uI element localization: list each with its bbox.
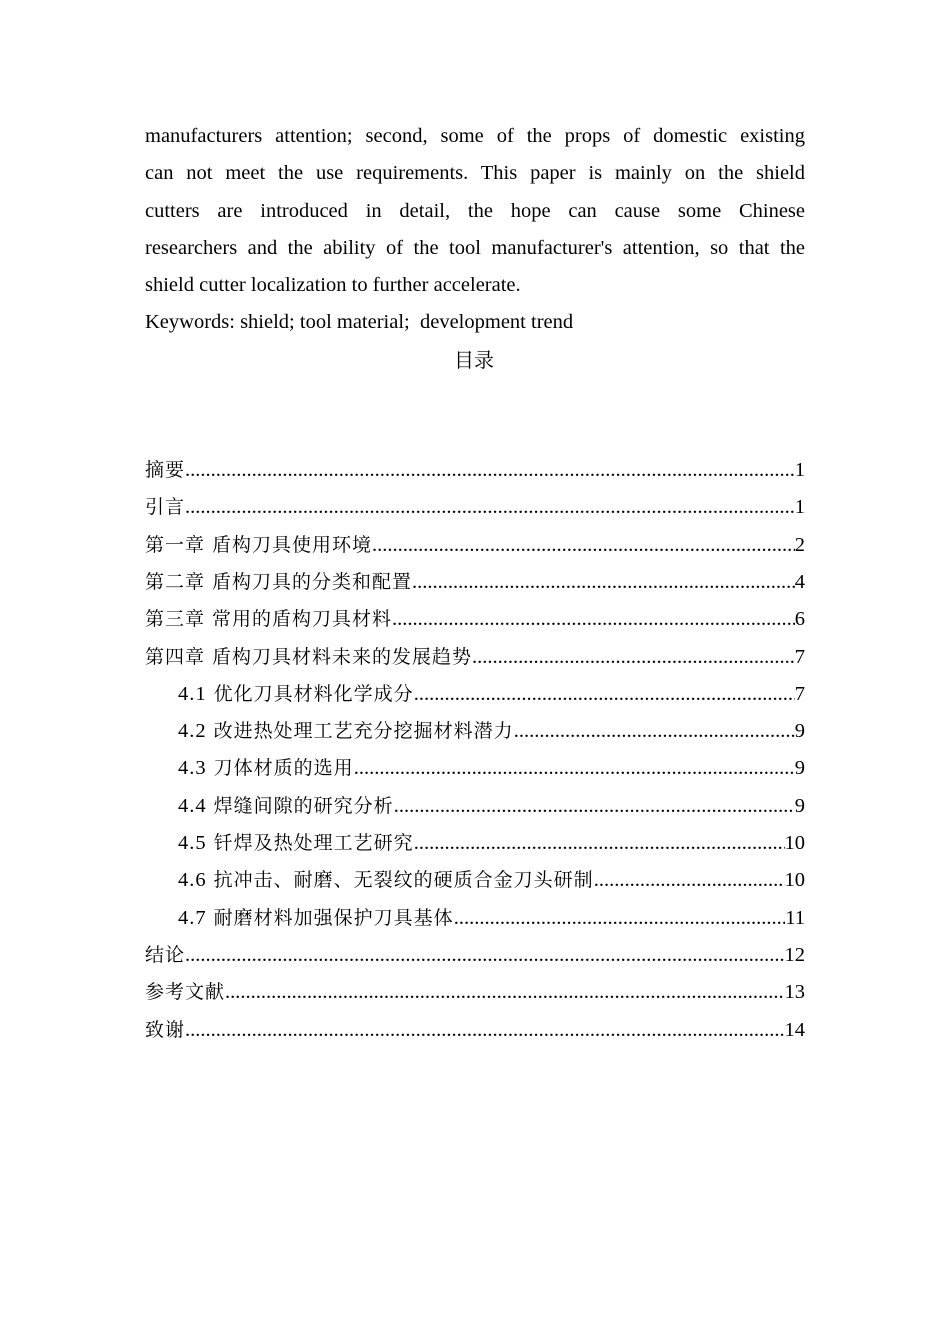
toc-dot-leader	[412, 564, 795, 601]
toc-dot-leader	[225, 974, 784, 1011]
toc-entry[interactable]	[145, 676, 805, 713]
toc-dot-leader	[354, 750, 795, 787]
table-of-contents	[145, 452, 805, 1049]
toc-entry[interactable]	[145, 825, 805, 862]
toc-dot-leader	[185, 489, 795, 526]
toc-dot-leader	[414, 676, 795, 713]
toc-entry-text: 刀体材质的选用	[213, 757, 354, 780]
toc-entry-text: 第一章 盾构刀具使用环境	[145, 533, 373, 556]
toc-entry-text: 摘要	[145, 459, 186, 482]
toc-entry-label	[178, 750, 354, 787]
toc-entry[interactable]	[145, 750, 805, 787]
toc-entry-label	[178, 788, 394, 825]
toc-entry-label	[145, 527, 372, 564]
toc-page-number: 10	[784, 832, 805, 855]
toc-entry[interactable]	[145, 527, 805, 564]
toc-dot-leader	[185, 452, 795, 489]
toc-entry-text: 参考文献	[145, 981, 226, 1004]
toc-dot-leader	[372, 527, 795, 564]
toc-dot-leader	[394, 788, 795, 825]
toc-page-number: 7	[794, 645, 805, 668]
toc-dot-leader	[472, 639, 795, 676]
toc-entry-label	[145, 489, 185, 526]
toc-page-number: 4	[794, 570, 805, 593]
toc-entry[interactable]	[145, 452, 805, 489]
toc-entry-text: 焊缝间隙的研究分析	[213, 794, 394, 817]
toc-dot-leader	[594, 862, 785, 899]
toc-entry-label	[145, 564, 412, 601]
toc-section-number: 4.3	[178, 757, 207, 780]
toc-page-number: 9	[794, 720, 805, 743]
toc-entry[interactable]	[145, 489, 805, 526]
toc-entry-label	[178, 862, 594, 899]
toc-entry[interactable]	[145, 1012, 805, 1049]
toc-entry-label	[145, 452, 185, 489]
toc-entry-text: 引言	[145, 496, 186, 519]
abstract-line: manufacturers attention; second, some of the props of domestic existing	[145, 125, 805, 147]
toc-section-number: 4.1	[178, 682, 207, 705]
toc-page-number: 2	[794, 533, 805, 556]
toc-section-number: 4.7	[178, 906, 207, 929]
toc-entry-text: 优化刀具材料化学成分	[213, 682, 414, 705]
toc-page-number: 6	[794, 608, 805, 631]
toc-dot-leader	[185, 937, 784, 974]
abstract-line: can not meet the use requirements. This paper is mainly on the shield	[145, 162, 805, 185]
toc-page-number: 9	[794, 794, 805, 817]
toc-entry-label	[178, 900, 454, 937]
toc-entry[interactable]	[145, 937, 805, 974]
toc-entry-label	[145, 974, 225, 1011]
toc-page-number: 7	[794, 682, 805, 705]
toc-entry-text: 改进热处理工艺充分挖掘材料潜力	[213, 720, 514, 743]
toc-page-number: 1	[794, 496, 805, 519]
toc-title: 目录	[454, 347, 494, 372]
toc-dot-leader	[392, 601, 795, 638]
toc-entry-text: 第二章 盾构刀具的分类和配置	[145, 570, 413, 593]
toc-dot-leader	[514, 713, 795, 750]
toc-page-number: 11	[785, 906, 805, 929]
toc-page-number: 13	[784, 981, 805, 1004]
toc-entry-text: 第三章 常用的盾构刀具材料	[145, 608, 393, 631]
toc-entry-label	[178, 676, 414, 713]
toc-entry-label	[178, 713, 514, 750]
toc-entry-text: 结论	[145, 943, 186, 966]
toc-entry-text: 钎焊及热处理工艺研究	[213, 832, 414, 855]
toc-page-number: 10	[784, 869, 805, 892]
toc-page-number: 9	[794, 757, 805, 780]
toc-entry-text: 抗冲击、耐磨、无裂纹的硬质合金刀头研制	[213, 869, 594, 892]
toc-entry-label	[178, 825, 414, 862]
toc-dot-leader	[414, 825, 785, 862]
abstract-line: cutters are introduced in detail, the hope can cause some Chinese	[145, 199, 805, 222]
toc-page-number: 1	[794, 459, 805, 482]
abstract-line: shield cutter localization to further accelerate.	[145, 274, 521, 297]
toc-entry[interactable]	[145, 713, 805, 750]
toc-entry-label	[145, 639, 472, 676]
toc-entry[interactable]	[145, 788, 805, 825]
toc-entry[interactable]	[145, 974, 805, 1011]
toc-section-number: 4.2	[178, 720, 207, 743]
keywords-line: Keywords: shield; tool material; development trend	[145, 311, 574, 334]
toc-entry-label	[145, 601, 392, 638]
toc-page-number: 12	[784, 943, 805, 966]
toc-page-number: 14	[784, 1018, 805, 1041]
abstract-line: researchers and the ability of the tool manufacturer's attention, so that the	[145, 236, 805, 259]
toc-entry-text: 致谢	[145, 1018, 186, 1041]
toc-entry-label	[145, 937, 185, 974]
document-page	[145, 118, 805, 1049]
toc-entry-text: 第四章 盾构刀具材料未来的发展趋势	[145, 645, 473, 668]
toc-dot-leader	[454, 900, 786, 937]
abstract-section	[145, 118, 805, 342]
toc-entry-text: 耐磨材料加强保护刀具基体	[213, 906, 454, 929]
toc-section-number: 4.4	[178, 794, 207, 817]
toc-entry[interactable]	[145, 639, 805, 676]
toc-entry-label	[145, 1012, 185, 1049]
toc-dot-leader	[185, 1012, 784, 1049]
toc-entry[interactable]	[145, 601, 805, 638]
toc-entry[interactable]	[145, 862, 805, 899]
toc-section-number: 4.6	[178, 869, 207, 892]
toc-section-number: 4.5	[178, 832, 207, 855]
toc-entry[interactable]	[145, 564, 805, 601]
toc-entry[interactable]	[145, 900, 805, 937]
